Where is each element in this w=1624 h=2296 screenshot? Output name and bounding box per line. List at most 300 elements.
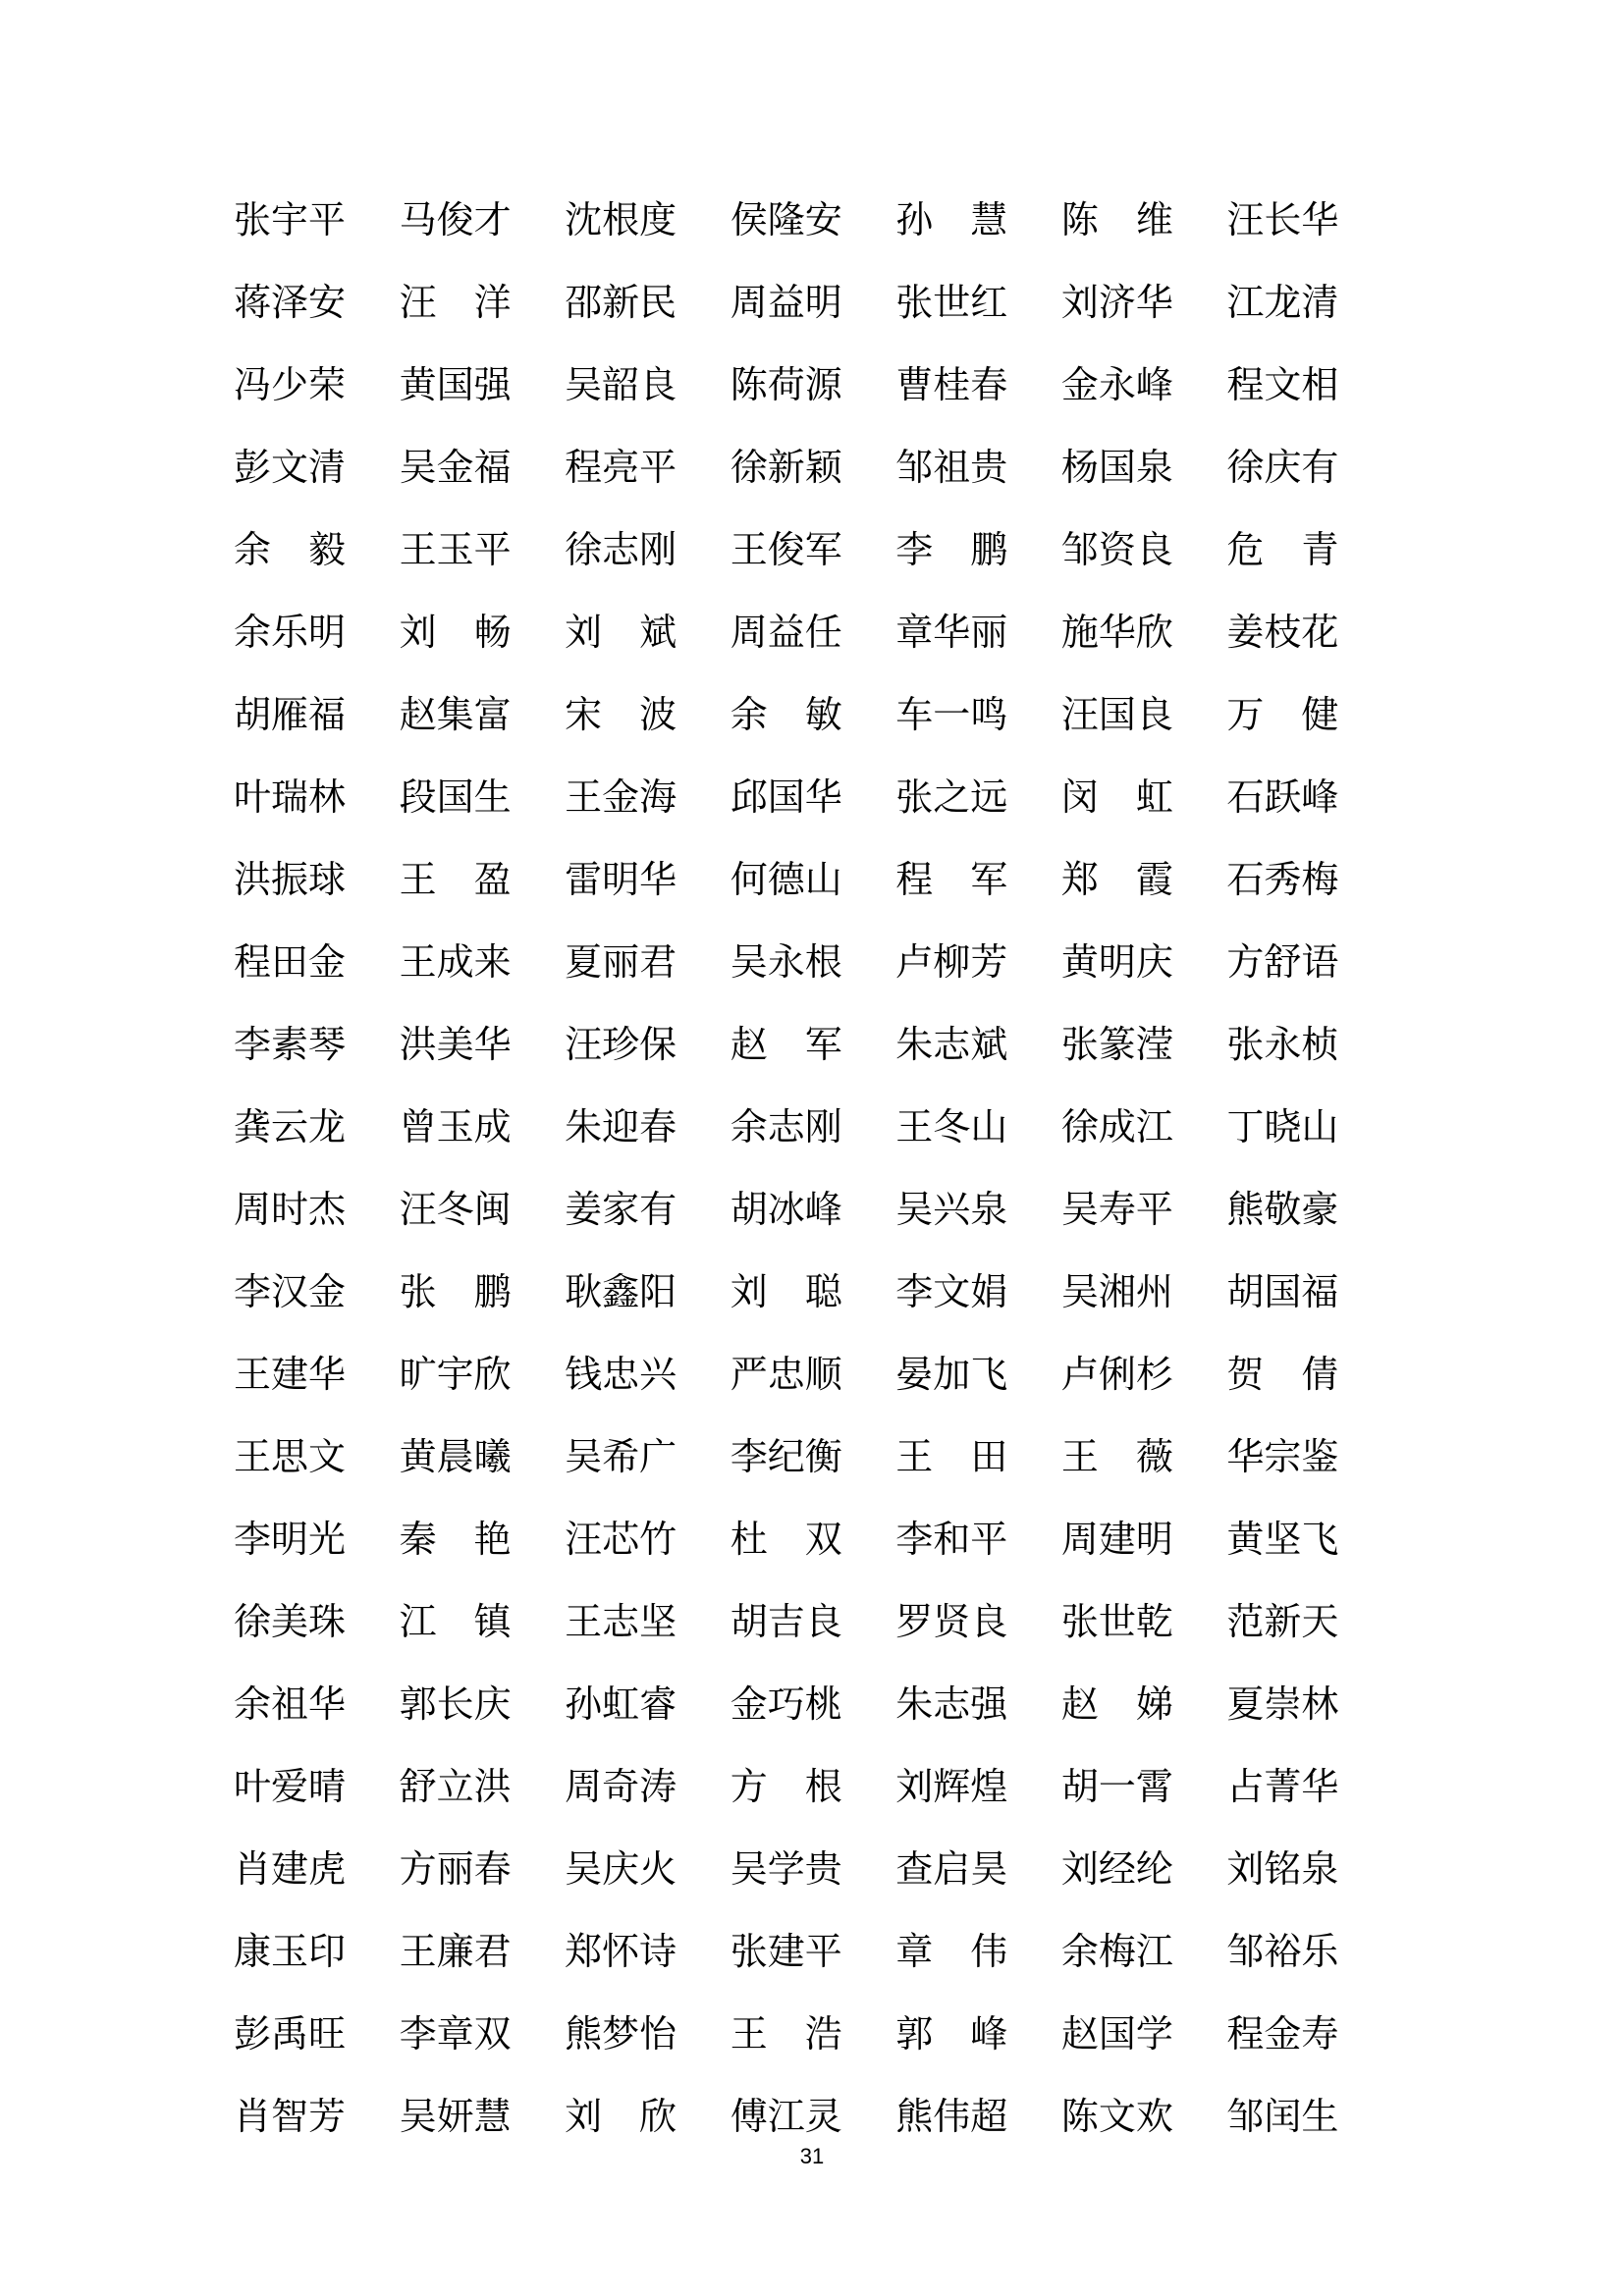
name-cell: [234, 1251, 400, 1333]
name-cell: [895, 179, 1061, 261]
person-name: 王 田: [895, 1435, 1008, 1478]
person-name: 程金寿: [1226, 2012, 1339, 2056]
person-name: 何德山: [730, 858, 842, 901]
name-cell: [400, 756, 566, 838]
person-name: 余乐明: [234, 611, 347, 654]
person-name: 张世红: [895, 281, 1008, 324]
name-cell: [1226, 756, 1392, 838]
person-name: 张宇平: [234, 198, 347, 241]
person-name: 胡一霄: [1060, 1765, 1173, 1808]
name-cell: [234, 1333, 400, 1415]
person-name: 刘 斌: [565, 611, 677, 654]
person-name: 邹祖贵: [895, 446, 1008, 489]
name-cell: [1061, 1251, 1227, 1333]
name-cell: [565, 1910, 731, 1993]
person-name: 王 盈: [399, 858, 512, 901]
name-cell: [234, 1828, 400, 1910]
person-name: 杨国泉: [1060, 446, 1173, 489]
person-name: 金巧桃: [730, 1682, 842, 1726]
name-cell: [400, 1745, 566, 1828]
person-name: 熊梦怡: [565, 2012, 677, 2056]
name-cell: [400, 1663, 566, 1745]
person-name: 康玉印: [234, 1930, 347, 1973]
name-cell: [1226, 1251, 1392, 1333]
name-cell: [234, 344, 400, 426]
person-name: 黄国强: [399, 363, 512, 406]
name-cell: [565, 1333, 731, 1415]
person-name: 李文娟: [895, 1270, 1008, 1313]
name-cell: [1226, 1663, 1392, 1745]
name-cell: [731, 261, 896, 344]
person-name: 余志刚: [730, 1105, 842, 1148]
name-cell: [895, 1580, 1061, 1663]
person-name: 余梅江: [1060, 1930, 1173, 1973]
person-name: 邹闰生: [1226, 2095, 1339, 2138]
name-cell: [565, 1498, 731, 1580]
person-name: 郭长庆: [399, 1682, 512, 1726]
person-name: 李纪衡: [730, 1435, 842, 1478]
person-name: 赵集富: [399, 693, 512, 736]
name-cell: [400, 921, 566, 1003]
name-cell: [234, 1003, 400, 1086]
name-cell: [1061, 1993, 1227, 2075]
name-cell: [1226, 1333, 1392, 1415]
person-name: 刘铭泉: [1226, 1847, 1339, 1891]
person-name: 雷明华: [565, 858, 677, 901]
name-cell: [400, 1498, 566, 1580]
name-cell: [731, 1910, 896, 1993]
name-cell: [1226, 1415, 1392, 1498]
person-name: 方丽春: [399, 1847, 512, 1891]
person-name: 吴金福: [399, 446, 512, 489]
name-cell: [731, 756, 896, 838]
person-name: 程田金: [234, 940, 347, 984]
names-row: [234, 1415, 1392, 1498]
person-name: 徐志刚: [565, 528, 677, 571]
name-cell: [1061, 179, 1227, 261]
name-cell: [1061, 1415, 1227, 1498]
name-cell: [1061, 1828, 1227, 1910]
person-name: 金永峰: [1060, 363, 1173, 406]
person-name: 张建平: [730, 1930, 842, 1973]
names-row: [234, 1910, 1392, 1993]
person-name: 张永桢: [1226, 1023, 1339, 1066]
name-cell: [234, 1415, 400, 1498]
person-name: 石跃峰: [1226, 775, 1339, 819]
person-name: 姜家有: [565, 1188, 677, 1231]
name-cell: [731, 1086, 896, 1168]
person-name: 汪长华: [1226, 198, 1339, 241]
names-row: [234, 1828, 1392, 1910]
person-name: 邵新民: [565, 281, 677, 324]
person-name: 徐新颖: [730, 446, 842, 489]
person-name: 丁晓山: [1226, 1105, 1339, 1148]
person-name: 胡冰峰: [730, 1188, 842, 1231]
name-cell: [1226, 179, 1392, 261]
person-name: 范新天: [1226, 1600, 1339, 1643]
person-name: 段国生: [399, 775, 512, 819]
person-name: 耿鑫阳: [565, 1270, 677, 1313]
person-name: 黄明庆: [1060, 940, 1173, 984]
names-table: [234, 179, 1392, 2158]
name-cell: [400, 1828, 566, 1910]
name-cell: [731, 426, 896, 508]
names-row: [234, 1168, 1392, 1251]
name-cell: [1061, 261, 1227, 344]
person-name: 郭 峰: [895, 2012, 1008, 2056]
person-name: 汪珍保: [565, 1023, 677, 1066]
person-name: 汪芯竹: [565, 1518, 677, 1561]
name-cell: [1226, 1498, 1392, 1580]
person-name: 徐美珠: [234, 1600, 347, 1643]
name-cell: [565, 261, 731, 344]
person-name: 邱国华: [730, 775, 842, 819]
name-cell: [1061, 426, 1227, 508]
name-cell: [565, 344, 731, 426]
name-cell: [400, 426, 566, 508]
person-name: 沈根度: [565, 198, 677, 241]
person-name: 程 军: [895, 858, 1008, 901]
name-cell: [234, 261, 400, 344]
name-cell: [1226, 921, 1392, 1003]
names-row: [234, 1003, 1392, 1086]
name-cell: [1061, 1745, 1227, 1828]
name-cell: [895, 1168, 1061, 1251]
person-name: 刘经纶: [1060, 1847, 1173, 1891]
name-cell: [1061, 1498, 1227, 1580]
person-name: 蒋泽安: [234, 281, 347, 324]
person-name: 程文相: [1226, 363, 1339, 406]
name-cell: [234, 1086, 400, 1168]
person-name: 徐庆有: [1226, 446, 1339, 489]
person-name: 王冬山: [895, 1105, 1008, 1148]
name-cell: [400, 1003, 566, 1086]
names-row: [234, 1663, 1392, 1745]
name-cell: [731, 1993, 896, 2075]
person-name: 王成来: [399, 940, 512, 984]
name-cell: [1226, 1910, 1392, 1993]
name-cell: [234, 756, 400, 838]
name-cell: [895, 1498, 1061, 1580]
person-name: 洪美华: [399, 1023, 512, 1066]
name-cell: [565, 179, 731, 261]
person-name: 汪 洋: [399, 281, 512, 324]
person-name: 邹资良: [1060, 528, 1173, 571]
name-cell: [1226, 673, 1392, 756]
name-cell: [234, 921, 400, 1003]
person-name: 孙虹睿: [565, 1682, 677, 1726]
name-cell: [565, 838, 731, 921]
person-name: 王玉平: [399, 528, 512, 571]
person-name: 卢柳芳: [895, 940, 1008, 984]
person-name: 王思文: [234, 1435, 347, 1478]
name-cell: [895, 1828, 1061, 1910]
name-cell: [234, 426, 400, 508]
person-name: 黄坚飞: [1226, 1518, 1339, 1561]
name-cell: [895, 261, 1061, 344]
person-name: 周奇涛: [565, 1765, 677, 1808]
name-cell: [1061, 1086, 1227, 1168]
name-cell: [400, 1993, 566, 2075]
name-cell: [234, 1580, 400, 1663]
person-name: 吴学贵: [730, 1847, 842, 1891]
person-name: 余 毅: [234, 528, 347, 571]
name-cell: [895, 1251, 1061, 1333]
name-cell: [565, 426, 731, 508]
names-row: [234, 179, 1392, 261]
person-name: 钱忠兴: [565, 1353, 677, 1396]
person-name: 方 根: [730, 1765, 842, 1808]
names-body: [234, 179, 1392, 2158]
person-name: 熊敬豪: [1226, 1188, 1339, 1231]
person-name: 王 薇: [1060, 1435, 1173, 1478]
names-row: [234, 921, 1392, 1003]
name-cell: [1061, 673, 1227, 756]
person-name: 严忠顺: [730, 1353, 842, 1396]
person-name: 吴永根: [730, 940, 842, 984]
name-cell: [895, 344, 1061, 426]
name-cell: [400, 508, 566, 591]
person-name: 周时杰: [234, 1188, 347, 1231]
person-name: 彭文清: [234, 446, 347, 489]
names-row: [234, 426, 1392, 508]
names-row: [234, 1251, 1392, 1333]
names-row: [234, 1086, 1392, 1168]
person-name: 刘 聪: [730, 1270, 842, 1313]
person-name: 章 伟: [895, 1930, 1008, 1973]
name-cell: [1061, 1333, 1227, 1415]
person-name: 赵国学: [1060, 2012, 1173, 2056]
name-cell: [565, 591, 731, 673]
name-cell: [731, 344, 896, 426]
name-cell: [1226, 344, 1392, 426]
person-name: 熊伟超: [895, 2095, 1008, 2138]
name-cell: [400, 1251, 566, 1333]
person-name: 叶瑞林: [234, 775, 347, 819]
person-name: 郑 霞: [1060, 858, 1173, 901]
person-name: 胡国福: [1226, 1270, 1339, 1313]
name-cell: [234, 591, 400, 673]
person-name: 余 敏: [730, 693, 842, 736]
name-cell: [1061, 1003, 1227, 1086]
name-cell: [1226, 1580, 1392, 1663]
person-name: 曾玉成: [399, 1105, 512, 1148]
person-name: 李章双: [399, 2012, 512, 2056]
name-cell: [895, 508, 1061, 591]
person-name: 罗贤良: [895, 1600, 1008, 1643]
person-name: 赵 军: [730, 1023, 842, 1066]
person-name: 章华丽: [895, 611, 1008, 654]
name-cell: [731, 508, 896, 591]
person-name: 傅江灵: [730, 2095, 842, 2138]
name-cell: [1061, 1910, 1227, 1993]
names-row: [234, 673, 1392, 756]
name-cell: [1061, 1663, 1227, 1745]
person-name: 吴韶良: [565, 363, 677, 406]
name-cell: [731, 179, 896, 261]
name-cell: [565, 1168, 731, 1251]
name-cell: [400, 591, 566, 673]
name-cell: [731, 1415, 896, 1498]
name-cell: [731, 838, 896, 921]
name-cell: [234, 1498, 400, 1580]
name-cell: [565, 1251, 731, 1333]
name-cell: [895, 1003, 1061, 1086]
person-name: 周建明: [1060, 1518, 1173, 1561]
name-cell: [731, 591, 896, 673]
person-name: 肖建虎: [234, 1847, 347, 1891]
person-name: 万 健: [1226, 693, 1339, 736]
person-name: 陈荷源: [730, 363, 842, 406]
person-name: 周益明: [730, 281, 842, 324]
name-cell: [234, 1663, 400, 1745]
name-cell: [1226, 1993, 1392, 2075]
name-cell: [895, 1333, 1061, 1415]
person-name: 吴兴泉: [895, 1188, 1008, 1231]
person-name: 李汉金: [234, 1270, 347, 1313]
names-row: [234, 344, 1392, 426]
person-name: 冯少荣: [234, 363, 347, 406]
person-name: 黄晨曦: [399, 1435, 512, 1478]
person-name: 华宗鉴: [1226, 1435, 1339, 1478]
name-cell: [895, 1910, 1061, 1993]
name-cell: [565, 1415, 731, 1498]
person-name: 车一鸣: [895, 693, 1008, 736]
person-name: 彭禹旺: [234, 2012, 347, 2056]
name-cell: [565, 1828, 731, 1910]
person-name: 舒立洪: [399, 1765, 512, 1808]
person-name: 马俊才: [399, 198, 512, 241]
person-name: 朱志强: [895, 1682, 1008, 1726]
name-cell: [1061, 921, 1227, 1003]
name-cell: [400, 1910, 566, 1993]
name-cell: [400, 344, 566, 426]
person-name: 周益任: [730, 611, 842, 654]
name-cell: [731, 1003, 896, 1086]
person-name: 朱迎春: [565, 1105, 677, 1148]
names-row: [234, 1993, 1392, 2075]
name-cell: [400, 1580, 566, 1663]
person-name: 张篆滢: [1060, 1023, 1173, 1066]
name-cell: [1061, 344, 1227, 426]
name-cell: [400, 179, 566, 261]
person-name: 吴希广: [565, 1435, 677, 1478]
person-name: 刘 畅: [399, 611, 512, 654]
name-cell: [895, 591, 1061, 673]
name-cell: [400, 838, 566, 921]
person-name: 李明光: [234, 1518, 347, 1561]
name-cell: [565, 1993, 731, 2075]
names-row: [234, 508, 1392, 591]
names-row: [234, 1498, 1392, 1580]
person-name: 施华欣: [1060, 611, 1173, 654]
name-cell: [731, 1663, 896, 1745]
name-cell: [234, 508, 400, 591]
name-cell: [234, 179, 400, 261]
name-cell: [234, 1993, 400, 2075]
person-name: 王志坚: [565, 1600, 677, 1643]
person-name: 余祖华: [234, 1682, 347, 1726]
person-name: 朱志斌: [895, 1023, 1008, 1066]
name-cell: [400, 1168, 566, 1251]
name-cell: [895, 1415, 1061, 1498]
name-cell: [895, 1663, 1061, 1745]
person-name: 危 青: [1226, 528, 1339, 571]
person-name: 徐成江: [1060, 1105, 1173, 1148]
name-cell: [731, 1251, 896, 1333]
name-cell: [234, 673, 400, 756]
name-cell: [1226, 1086, 1392, 1168]
name-cell: [1226, 1003, 1392, 1086]
person-name: 张 鹏: [399, 1270, 512, 1313]
names-row: [234, 1580, 1392, 1663]
name-cell: [1226, 508, 1392, 591]
name-cell: [731, 1168, 896, 1251]
person-name: 王建华: [234, 1353, 347, 1396]
person-name: 吴寿平: [1060, 1188, 1173, 1231]
name-cell: [565, 1663, 731, 1745]
person-name: 闵 虹: [1060, 775, 1173, 819]
names-row: [234, 1745, 1392, 1828]
person-name: 李和平: [895, 1518, 1008, 1561]
name-cell: [895, 673, 1061, 756]
name-cell: [1226, 838, 1392, 921]
person-name: 卢俐杉: [1060, 1353, 1173, 1396]
person-name: 洪振球: [234, 858, 347, 901]
name-cell: [731, 1498, 896, 1580]
name-cell: [400, 1415, 566, 1498]
name-cell: [895, 1086, 1061, 1168]
person-name: 王金海: [565, 775, 677, 819]
name-cell: [1226, 1745, 1392, 1828]
person-name: 王廉君: [399, 1930, 512, 1973]
person-name: 陈 维: [1060, 198, 1173, 241]
person-name: 石秀梅: [1226, 858, 1339, 901]
name-cell: [895, 1745, 1061, 1828]
name-cell: [400, 1333, 566, 1415]
person-name: 江龙清: [1226, 281, 1339, 324]
name-cell: [1226, 1168, 1392, 1251]
name-cell: [895, 756, 1061, 838]
person-name: 查启昊: [895, 1847, 1008, 1891]
person-name: 刘济华: [1060, 281, 1173, 324]
name-cell: [731, 1580, 896, 1663]
person-name: 李 鹏: [895, 528, 1008, 571]
person-name: 秦 艳: [399, 1518, 512, 1561]
name-cell: [234, 838, 400, 921]
person-name: 宋 波: [565, 693, 677, 736]
name-cell: [565, 756, 731, 838]
person-name: 邹裕乐: [1226, 1930, 1339, 1973]
name-cell: [1226, 261, 1392, 344]
person-name: 吴庆火: [565, 1847, 677, 1891]
person-name: 郑怀诗: [565, 1930, 677, 1973]
person-name: 杜 双: [730, 1518, 842, 1561]
name-cell: [731, 673, 896, 756]
person-name: 夏丽君: [565, 940, 677, 984]
person-name: 陈文欢: [1060, 2095, 1173, 2138]
name-cell: [1061, 1168, 1227, 1251]
person-name: 叶爱晴: [234, 1765, 347, 1808]
person-name: 汪国良: [1060, 693, 1173, 736]
name-cell: [1061, 838, 1227, 921]
name-cell: [895, 426, 1061, 508]
page-number: 31: [799, 2144, 825, 2168]
person-name: 孙 慧: [895, 198, 1008, 241]
person-name: 龚云龙: [234, 1105, 347, 1148]
name-cell: [234, 1745, 400, 1828]
person-name: 贺 倩: [1226, 1353, 1339, 1396]
